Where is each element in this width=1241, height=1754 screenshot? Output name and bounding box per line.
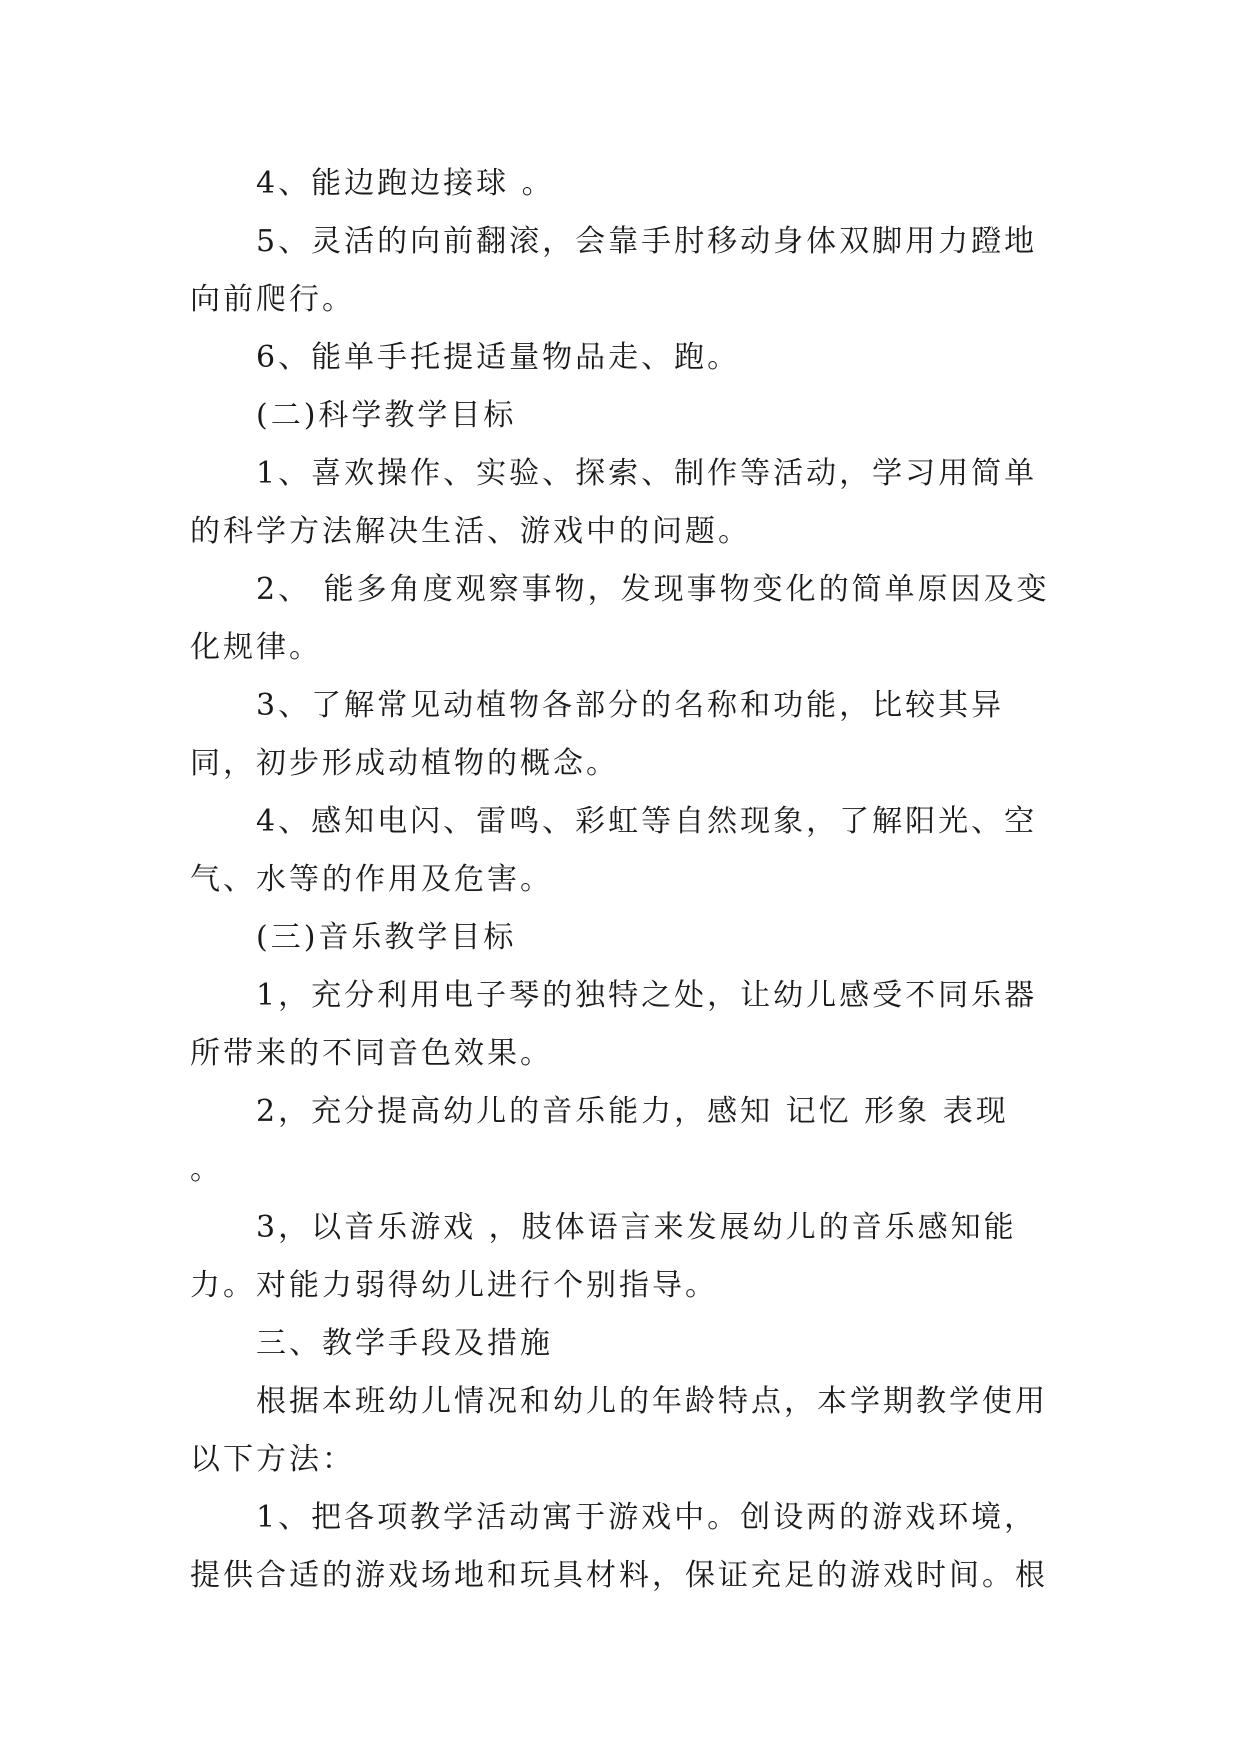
paragraph-goal-5: 5、灵活的向前翻滚，会靠手肘移动身体双脚用力蹬地向前爬行。 (190, 224, 1038, 317)
paragraph-music-3: 3，以音乐游戏 ，肢体语言来发展幼儿的音乐感知能力。对能力弱得幼儿进行个别指导。 (190, 1210, 1017, 1303)
paragraph-science-3: 3、了解常见动植物各部分的名称和功能，比较其异同，初步形成动植物的概念。 (190, 688, 1005, 781)
paragraph-methods-intro: 根据本班幼儿情况和幼儿的年龄特点，本学期教学使用以下方法： (190, 1384, 1048, 1477)
paragraph-music-1: 1，充分利用电子琴的独特之处，让幼儿感受不同乐器所带来的不同音色效果。 (190, 978, 1038, 1071)
paragraph-goal-6: 6、能单手托提适量物品走、跑。 (256, 340, 741, 375)
section-heading-music: (三)音乐教学目标 (256, 920, 517, 955)
paragraph-science-1: 1、喜欢操作、实验、探索、制作等活动，学习用简单的科学方法解决生活、游戏中的问题。 (190, 456, 1038, 549)
paragraph-methods-1: 1、把各项教学活动寓于游戏中。创设两的游戏环境，提供合适的游戏场地和玩具材料，保证充足的游戏时间。根 (190, 1500, 1048, 1593)
paragraph-science-2: 2、 能多角度观察事物，发现事物变化的简单原因及变化规律。 (190, 572, 1050, 665)
paragraph-science-4: 4、感知电闪、雷鸣、彩虹等自然现象，了解阳光、空气、水等的作用及危害。 (190, 804, 1038, 897)
section-heading-methods: 三、教学手段及措施 (256, 1326, 553, 1361)
section-heading-science: (二)科学教学目标 (256, 398, 517, 433)
document-body (190, 155, 1050, 1605)
paragraph-music-2: 2，充分提高幼儿的音乐能力，感知 记忆 形象 表现 。 (190, 1094, 1009, 1187)
paragraph-goal-4: 4、能边跑边接球 。 (256, 166, 555, 201)
